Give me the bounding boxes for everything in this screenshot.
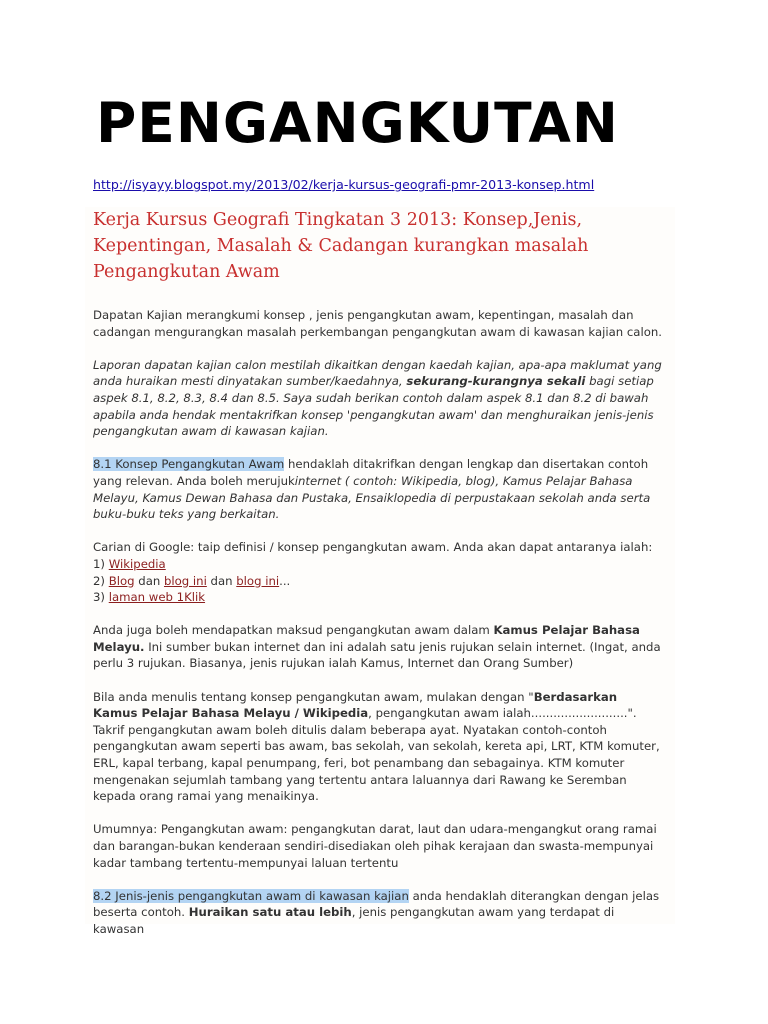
paragraph-laporan-text-end: bagi setiap aspek 8.1, 8.2, 8.3, 8.4 dan 8.5. Saya sudah berikan contoh dalam aspek 8.1 dan 8.2 di bawah apabila anda hendak mentakrifkan konsep 'pengangkutan awam' dan menghuraikan jenis-jenis pengangkutan awam di kawasan kajian. <box>93 374 654 439</box>
carian-intro: Carian di Google: taip definisi / konsep pengangkutan awam. Anda akan dapat antaranya ialah: <box>93 540 653 555</box>
highlight-8-2: 8.2 Jenis-jenis pengangkutan awam di kawasan kajian <box>93 888 409 903</box>
list-number-3: 3) <box>93 590 109 605</box>
page-title: PENGANGKUTAN <box>96 91 619 155</box>
paragraph-konsep-text-end: , pengangkutan awam ialah..........................". Takrif pengangkutan awam boleh ditulis dalam beberapa ayat. Nyatakan contoh-contoh pengangkutan awam seperti bas awam, bas sekolah, van sekolah, kereta api, LRT, KTM komuter, ERL, kapal terbang, kapal penumpang, feri, bot penambang dan sebagainya. KTM komuter mengenakan sejumlah tambang yang tertentu antara laluannya dari Rawang ke Seremban kepada orang ramai yang menaikinya. <box>93 706 660 804</box>
paragraph-8-1-text: hendaklah ditakrifkan dengan lengkap dan disertakan contoh yang relevan. Anda boleh merujuk <box>93 457 649 488</box>
blog-ini-link-1[interactable]: blog ini <box>163 573 207 588</box>
paragraph-8-2-text: anda hendaklah diterangkan dengan jelas beserta contoh. <box>93 888 660 920</box>
paragraph-kamus-text: Anda juga boleh mendapatkan maksud pengangkutan awam dalam <box>93 623 494 638</box>
source-url-link[interactable]: http://isyayy.blogspot.my/2013/02/kerja-kursus-geografi-pmr-2013-konsep.html <box>93 177 595 192</box>
paragraph-carian <box>93 539 665 605</box>
paragraph-8-1 <box>93 456 665 522</box>
paragraph-kamus <box>93 622 665 672</box>
paragraph-laporan-text: Laporan dapatan kajian calon mestilah dikaitkan dengan kaedah kajian, apa-apa maklumat yang anda huraikan mesti dinyatakan sumber/kaedahnya, <box>93 357 662 389</box>
paragraph-8-2-text-end: , jenis pengangkutan awam yang terdapat di kawasan <box>93 905 615 936</box>
list-connector-1: dan <box>134 573 164 588</box>
list-number-1: 1) <box>93 556 109 571</box>
highlight-8-1: 8.1 Konsep Pengangkutan Awam <box>93 457 285 472</box>
paragraph-8-1-italic: internet ( contoh: Wikipedia, blog), Kamus Pelajar Bahasa Melayu, Kamus Dewan Bahasa dan Pustaka, Ensaiklopedia di perpustakaan sekolah anda serta buku-buku teks yang berkaitan. <box>93 473 651 522</box>
wikipedia-link[interactable]: Wikipedia <box>108 556 166 571</box>
paragraph-kamus-text-end: Ini sumber bukan internet dan ini adalah satu jenis rujukan selain internet. (Ingat, anda perlu 3 rujukan. Biasanya, jenis rujukan ialah Kamus, Internet dan Orang Sumber) <box>93 639 661 671</box>
paragraph-konsep <box>93 689 665 805</box>
post-title: Kerja Kursus Geografi Tingkatan 3 2013: Konsep,Jenis, Kepentingan, Masalah & Cadangan kurangkan masalah Pengangkutan Awam <box>93 210 589 282</box>
paragraph-kamus-bold: Kamus Pelajar Bahasa Melayu. <box>93 623 640 654</box>
paragraph-umumnya: Umumnya: Pengangkutan awam: pengangkutan darat, laut dan udara-mengangkut orang ramai dan barangan-bukan kenderaan sendiri-disediakan oleh pihak kerajaan dan swasta-mempunyai kadar tambang tertentu-mempunyai laluan tertentu <box>93 822 657 870</box>
paragraph-konsep-text: Bila anda menulis tentang konsep pengangkutan awam, mulakan dengan " <box>93 689 534 704</box>
blog-post-panel <box>85 207 675 936</box>
paragraph-laporan <box>93 357 665 440</box>
paragraph-8-2 <box>93 888 665 938</box>
list-number-2: 2) <box>93 573 109 588</box>
blog-link[interactable]: Blog <box>108 573 135 588</box>
laman-web-1klik-link[interactable]: laman web 1Klik <box>108 590 206 605</box>
list-connector-2: dan <box>206 573 237 588</box>
paragraph-8-2-bold: Huraikan satu atau lebih <box>188 905 352 920</box>
paragraph-konsep-bold: Berdasarkan Kamus Pelajar Bahasa Melayu / Wikipedia <box>93 689 618 721</box>
list-ellipsis: ... <box>279 573 291 588</box>
paragraph-laporan-bold: sekurang-kurangnya sekali <box>406 374 586 389</box>
post-body <box>93 307 665 954</box>
paragraph-intro: Dapatan Kajian merangkumi konsep , jenis pengangkutan awam, kepentingan, masalah dan cadangan mengurangkan masalah perkembangan pengangkutan awam di kawasan kajian calon. <box>93 308 662 339</box>
blog-ini-link-2[interactable]: blog ini <box>236 573 280 588</box>
